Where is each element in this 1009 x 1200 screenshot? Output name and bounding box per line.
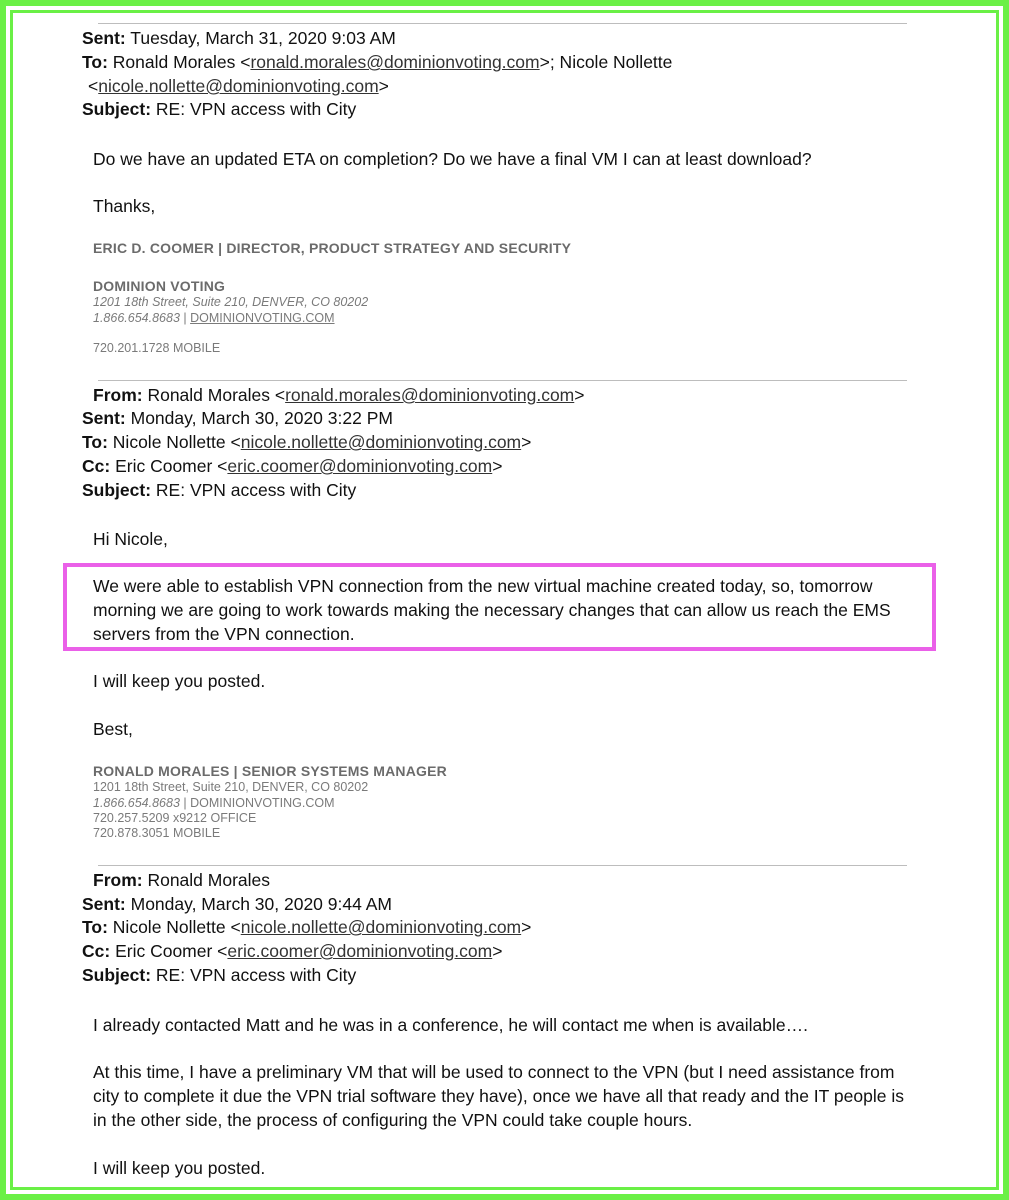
email1-subject-line: Subject: RE: VPN access with City [82,99,357,119]
email2-highlighted-paragraph: We were able to establish VPN connection from the new virtual machine created today, so, tomorrow morning we are going to work towards making the necessary changes that can allow us reach the EMS servers from the VPN connection. [93,576,891,644]
email1-signature-contact: 1.866.654.8683 | DOMINIONVOTING.COM [93,311,335,325]
email-link[interactable]: ronald.morales@dominionvoting.com [250,52,540,72]
email2-greeting: Hi Nicole, [93,529,168,549]
email3-subject-line: Subject: RE: VPN access with City [82,965,357,985]
email1-signature-company: DOMINION VOTING [93,278,226,294]
email1-signature-name: ERIC D. COOMER | DIRECTOR, PRODUCT STRATEGY AND SECURITY [93,240,572,256]
email2-body-line: Best, [93,719,133,739]
email1-body-line: Do we have an updated ETA on completion? Do we have a final VM I can at least download? [93,149,812,169]
email3-sent-line: Sent: Monday, March 30, 2020 9:44 AM [82,894,392,914]
email3-body-line: I already contacted Matt and he was in a conference, he will contact me when is available…. [93,1015,808,1035]
email1-to-line-2: <nicole.nollette@dominionvoting.com> [88,76,389,96]
email2-subject-line: Subject: RE: VPN access with City [82,480,357,500]
email3-to-line: To: Nicole Nollette <nicole.nollette@dominionvoting.com> [82,917,532,937]
email2-signature-address: 1201 18th Street, Suite 210, DENVER, CO 80202 [93,780,369,794]
email-link[interactable]: nicole.nollette@dominionvoting.com [98,76,379,96]
email2-signature-office: 720.257.5209 x9212 OFFICE [93,811,257,825]
email-link[interactable]: ronald.morales@dominionvoting.com [285,385,575,405]
separator [98,23,907,24]
email-link[interactable]: nicole.nollette@dominionvoting.com [240,917,522,937]
email1-sent-line: Sent: Tuesday, March 31, 2020 9:03 AM [82,28,396,48]
email3-body-line: I will keep you posted. [93,1158,266,1178]
email2-cc-line: Cc: Eric Coomer <eric.coomer@dominionvoting.com> [82,456,503,476]
email3-cc-line: Cc: Eric Coomer <eric.coomer@dominionvoting.com> [82,941,503,961]
email-link[interactable]: nicole.nollette@dominionvoting.com [240,432,522,452]
email2-signature-mobile: 720.878.3051 MOBILE [93,826,221,840]
email-link[interactable]: eric.coomer@dominionvoting.com [227,941,493,961]
email2-signature-name: RONALD MORALES | SENIOR SYSTEMS MANAGER [93,763,447,779]
separator [98,380,907,381]
email-link[interactable]: eric.coomer@dominionvoting.com [227,456,493,476]
email2-from-line: From: Ronald Morales <ronald.morales@dominionvoting.com> [93,385,585,405]
email1-to-line: To: Ronald Morales <ronald.morales@dominionvoting.com>; Nicole Nollette [82,52,673,72]
email2-body-line: I will keep you posted. [93,671,266,691]
email1-body-line: Thanks, [93,196,156,216]
email3-from-line: From: Ronald Morales [93,870,271,890]
email1-signature-mobile: 720.201.1728 MOBILE [93,341,221,355]
separator [98,865,907,866]
email2-sent-line: Sent: Monday, March 30, 2020 3:22 PM [82,408,393,428]
email1-signature-address: 1201 18th Street, Suite 210, DENVER, CO 80202 [93,295,369,309]
email2-to-line: To: Nicole Nollette <nicole.nollette@dominionvoting.com> [82,432,532,452]
email3-body-paragraph: At this time, I have a preliminary VM that will be used to connect to the VPN (but I need assistance from city to complete it due the VPN trial software they have), once we have all that ready and the IT people is in the other side, the process of configuring the VPN could take couple hours. [93,1062,904,1130]
website-link[interactable]: DOMINIONVOTING.COM [190,311,335,325]
email2-signature-contact: 1.866.654.8683 | DOMINIONVOTING.COM [93,796,335,810]
